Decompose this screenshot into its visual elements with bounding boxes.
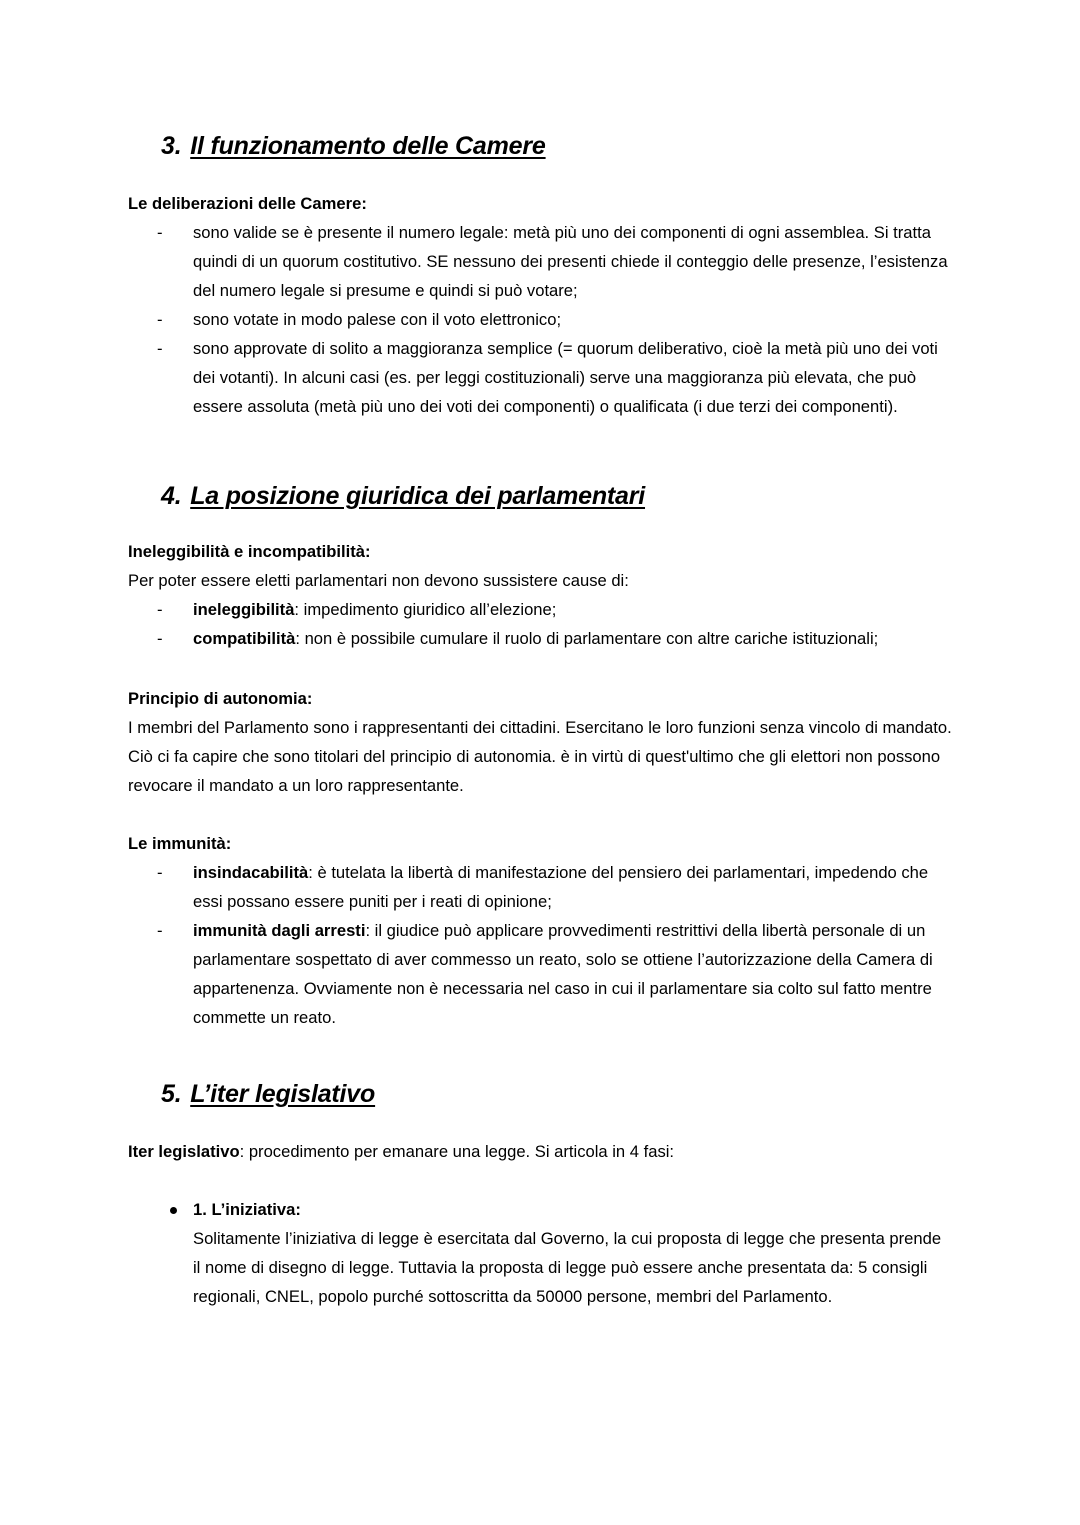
list-item [128,624,952,653]
list-ineleggibilita [128,595,952,653]
round-bullet-icon [170,1207,177,1214]
section-heading-5 [128,1079,952,1110]
dash-bullet-icon: - [157,309,163,329]
list-item [128,858,952,916]
list-item-text: : non è possibile cumulare il ruolo di parlamentare con altre cariche istituzionali; [295,629,879,648]
list-item [128,218,952,305]
subheading-ineleggibilita: Ineleggibilità e incompatibilità: [128,542,371,561]
section-heading-3 [128,131,952,162]
list-item [128,916,952,1032]
list-item-text: : impedimento giuridico all’elezione; [294,600,557,619]
dash-bullet-icon: - [157,629,163,648]
phase-body: Solitamente l’iniziativa di legge è esercitata dal Governo, la cui proposta di legge che presenta prende il nome di disegno di legge. Tuttavia la proposta di legge può essere anche presentata da: 5 consigli regionali, CNEL, popolo purché sottoscritta da 50000 persone, membri del Parlamento. [193,1228,942,1306]
list-item-text: : il giudice può applicare provvedimenti restrittivi della libertà personale di un parlamentare sospettato di aver commesso un reato, solo se ottiene l’autorizzazione della Camera di appartenenza. Ovviamente non è necessaria nel caso in cui il parlamentare sia colto sul fatto mentre commette un reato. [193,921,933,1027]
section-title-4: La posizione giuridica dei parlamentari [190,481,646,510]
list-item-lead: compatibilità [193,629,296,648]
phase-title: 1. L’iniziativa: [193,1199,301,1219]
paragraph-principio-autonomia: I membri del Parlamento sono i rappresentanti dei cittadini. Esercitano le loro funzioni senza vincolo di mandato. Ciò ci fa capire che sono titolari del principio di autonomia. è in virtù di quest'ultimo che gli elettori non possono revocare il mandato a un loro rappresentante. [128,718,952,795]
list-deliberazioni [128,218,952,421]
list-item [128,334,952,421]
list-item-lead: ineleggibilità [193,600,295,619]
paragraph-ineleggibilita-intro: Per poter essere eletti parlamentari non devono sussistere cause di: [128,571,629,590]
list-item-lead: immunità dagli arresti [193,921,366,940]
dash-bullet-icon: - [157,338,163,358]
iter-legislativo-definition: : procedimento per emanare una legge. Si articola in 4 fasi: [239,1141,675,1161]
subheading-principio-autonomia: Principio di autonomia: [128,689,313,708]
list-item-text: sono valide se è presente il numero legale: metà più uno dei componenti di ogni assemblea. Si tratta quindi di un quorum costitutivo. SE nessuno dei presenti chiede il conteggio delle presenze, l’esistenza del numero legale si presume e quindi si può votare; [193,222,948,300]
list-item-text: sono approvate di solito a maggioranza semplice (= quorum deliberativo, cioè la metà più uno dei voti dei votanti). In alcuni casi (es. per leggi costituzionali) serve una maggioranza più elevata, che può essere assoluta (metà più uno dei voti dei componenti) o qualificata (i due terzi dei componenti). [193,338,938,416]
list-item-lead: insindacabilità [193,863,309,882]
dash-bullet-icon: - [157,600,163,619]
list-item [128,595,952,624]
list-item [128,1195,952,1311]
dash-bullet-icon: - [157,222,163,242]
subheading-immunita: Le immunità: [128,834,232,853]
document-content [128,0,952,1311]
dash-bullet-icon: - [157,863,163,882]
list-fasi [128,1195,952,1311]
iter-legislativo-term: Iter legislativo [128,1141,240,1161]
list-item-text: sono votate in modo palese con il voto elettronico; [193,309,562,329]
section-title-5: L’iter legislativo [190,1080,376,1108]
section-title-3: Il funzionamento delle Camere [190,132,546,160]
list-item [128,305,952,334]
section-number-5: 5. [161,1080,182,1108]
list-immunita [128,858,952,1032]
dash-bullet-icon: - [157,921,163,940]
paragraph-iter-legislativo [128,1137,952,1166]
list-item-text: : è tutelata la libertà di manifestazione del pensiero dei parlamentari, impedendo che essi possano essere puniti per i reati di opinione; [193,863,929,911]
subheading-deliberazioni: Le deliberazioni delle Camere: [128,193,367,213]
section-heading-4 [128,481,952,512]
section-number-4: 4. [161,481,182,510]
section-number-3: 3. [161,132,182,160]
